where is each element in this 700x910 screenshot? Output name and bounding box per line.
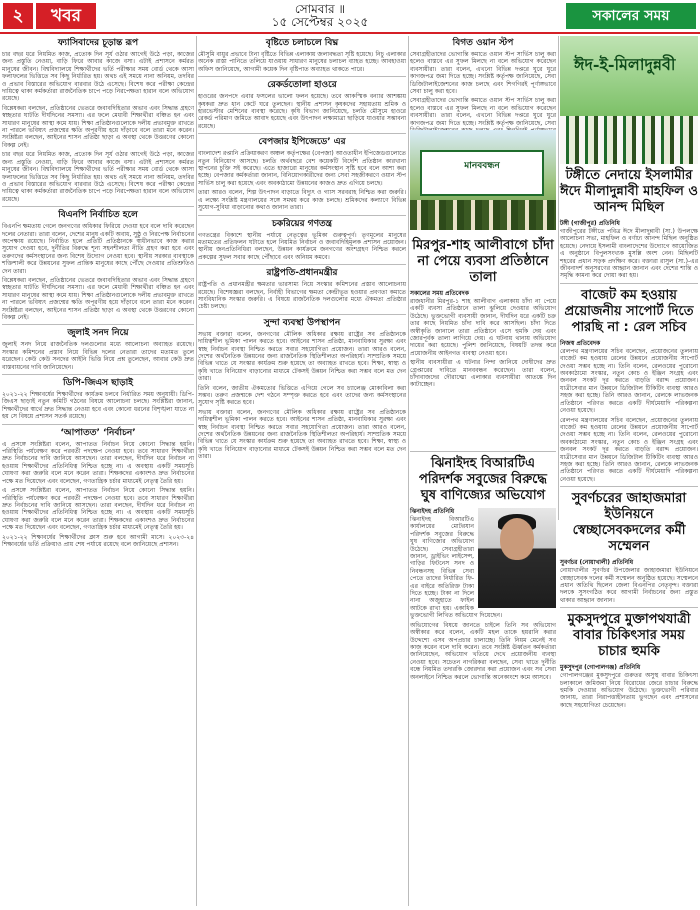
- article-text: এ প্রসঙ্গে সংশ্লিষ্টরা বলেন, আপাতত নির্বাচন নিয়ে কোনো সিদ্ধান্ত হয়নি। পরিস্থিতি পর্যবেক্ষণ করে পরবর্তী পদক্ষেপ নেওয়া হবে। তবে সাধারণ শিক্ষার্থীরা দ্রুত নির্বাচনের দাবি জানিয়ে আসছেন। তারা বলছেন, দীর্ঘদিন ধরে নির্বাচন না হওয়ায় শিক্ষার্থীদের প্রতিনিধিত্ব নিশ্চিত হচ্ছে না। এ অবস্থায় একটি সময়সূচি ঘোষণা করা জরুরি বলে মনে করেন তারা। শিক্ষকদের একাংশও দ্রুত নির্বাচনের পক্ষে মত দিয়েছেন এবং বলেছেন, গণতান্ত্রিক চর্চার মাধ্যমেই নেতৃত্ব তৈরি হয়।: [2, 440, 194, 485]
- portrait-face: [500, 518, 534, 560]
- article-heading: বৃষ্টিতে চলাচলে বিঘ্ন: [265, 38, 339, 48]
- article-text: চার বছর ধরে নিয়মিত কাজ, প্রত্যেক দিন সূর্য ওঠার আগেই উঠে পড়া, কাজের জন্য প্রস্তুতি নেওয়া, বাড়ি ফিরে আবার কাজে বসা। এটাই প্রশাসনে কর্মরত মানুষের জীবন। বিশ্ববিদ্যালয়ে শিক্ষার্থীদের ভর্তি পরীক্ষার সময় বোর্ড থেকে আসা ফলাফলের ভিত্তিতে সব কিছু নির্ধারিত হয়। অথচ এই সময়ে নানা অনিয়ম, তদবির ও প্রভাব বিস্তারের অভিযোগ বারবার উঠে এসেছে। বিশেষ করে পরীক্ষা কেন্দ্রের দায়িত্বে থাকা কর্মকর্তারা রাজনৈতিক চাপে পড়ে নিরপেক্ষতা হারান বলে অভিযোগ রয়েছে।: [2, 151, 194, 203]
- article-text: ঝিনাইদহ বিআরটিএ কার্যালয়ের মোটরযান পরিদর্শক সবুজের বিরুদ্ধে ঘুষ বাণিজ্যের অভিযোগ উঠেছে। সেবাগ্রহীতারা জানান, ড্রাইভিং লাইসেন্স, গাড়ির ফিটনেস সনদ ও নিবন্ধনসহ বিভিন্ন সেবা পেতে তাদের নির্ধারিত ফি-এর বাইরে অতিরিক্ত টাকা দিতে হচ্ছে। টাকা না দিলে নানা অজুহাতে ফাইল আটকে রাখা হয়। একাধিক ভুক্তভোগী লিখিত অভিযোগ দিয়েছেন।: [410, 516, 503, 620]
- article-text: গণতন্ত্রের বিকাশে স্থানীয় পর্যায়ে নেতৃত্বের ভূমিকা গুরুত্বপূর্ণ। তৃণমূলের মানুষের মতামতের প্রতিফলন ঘটাতে হলে নিয়মিত নির্বাচন ও জবাবদিহিমূলক প্রশাসন প্রয়োজন। স্থানীয় জনপ্রতিনিধিরা বলছেন, উন্নয়ন কার্যক্রমে জনগণের অংশগ্রহণ নিশ্চিত করলে প্রকল্পের সুফল সবার কাছে পৌঁছাবে এবং অনিয়ম কমবে।: [198, 231, 406, 261]
- divider: [410, 451, 556, 452]
- article-text: সেবাগ্রহীতাদের ভোগান্তি কমাতে ওয়ান স্টপ সার্ভিস চালু করা হলেও বাস্তবে এর সুফল মিলছে না বলে অভিযোগ করেছেন ব্যবসায়ীরা। তারা বলেন, এখনো বিভিন্ন দপ্তরে ঘুরে ঘুরে কাগজপত্র জমা দিতে হচ্ছে। সংশ্লিষ্ট কর্তৃপক্ষ জানিয়েছে, সেবা: [410, 97, 556, 127]
- crowd: [560, 116, 698, 164]
- divider: [560, 607, 698, 608]
- section-name: খবর: [36, 3, 96, 29]
- article-heading: ফ্যাসিবাদের চূড়ান্ত রূপ: [57, 38, 139, 48]
- article-heading: বেপজার ইপিজেডে’ এর: [258, 137, 346, 148]
- date: ১৫ সেপ্টেম্বর ২০২৫: [271, 15, 369, 29]
- divider: [560, 283, 698, 284]
- article-text: বিশ্লেষকরা বলছেন, প্রতিষ্ঠানের ভেতরে জবাবদিহিতার অভাব এবং সিদ্ধান্ত গ্রহণে স্বচ্ছতার ঘাটতি দীর্ঘদিনের সমস্যা। এর ফলে মেধাবী শিক্ষার্থীরা বঞ্চিত হন এবং সাধারণ মানুষের আস্থা কমে যায়। শিক্ষা প্রতিষ্ঠানগুলোকে দলীয় প্রভাবমুক্ত রাখতে না পারলে ভবিষ্যৎ প্রজন্মের ক্ষতি অপূরণীয় হয়ে দাঁড়াবে বলে তারা মনে করেন। সংশ্লিষ্টরা বলছেন, আইনের শাসন প্রতিষ্ঠা ছাড়া এ অবস্থা থেকে উত্তরণের কোনো বিকল্প নেই।: [2, 104, 194, 149]
- article-text: বাংলাদেশ রপ্তানি প্রক্রিয়াকরণ অঞ্চল কর্তৃপক্ষের (বেপজা) আওতাধীন ইপিজেডগুলোতে নতুন বিনিয়োগ আসছে। চলতি অর্থবছরে বেশ কয়েকটি বিদেশি প্রতিষ্ঠান কারখানা স্থাপনের চুক্তি সই করেছে। এতে হাজারো মানুষের কর্মসংস্থান সৃষ্টি হবে বলে আশা করা হচ্ছে। বেপজার কর্মকর্তারা জানান, বিনিয়োগকারীদের জন্য সেবা সহজীকরণে ওয়ান স্টপ সার্ভিস চালু করা হয়েছে এবং অবকাঠামো উন্নয়নের কাজও দ্রুত এগিয়ে চলছে।: [198, 150, 406, 187]
- article-text: স্থানীয় ব্যবসায়ীরা এ ঘটনার নিন্দা জানিয়ে দোষীদের দ্রুত গ্রেপ্তারের দাবিতে মানববন্ধন করেছেন। তারা বলেন, চাঁদাবাজদের দৌরাত্ম্যে এলাকার ব্যবসায়ীরা আতঙ্কে দিন কাটাচ্ছেন।: [410, 359, 556, 389]
- divider: [560, 486, 698, 487]
- masthead-rule: [0, 32, 700, 34]
- divider: [2, 374, 194, 375]
- jhenaidah-article: [410, 448, 556, 906]
- byline: টঙ্গী (গাজীপুর) প্রতিনিধি: [560, 220, 620, 227]
- article-heading: ডিপি-জিএস ছাড়াই: [63, 378, 133, 389]
- divider: [2, 324, 194, 325]
- article-heading: মুকসুদপুরে মুক্তাপথযাত্রী বাবার চিকিৎসার সময় চাচার হুমকি: [567, 612, 691, 660]
- divider: [198, 264, 406, 265]
- article-text: নোয়াখালীর সুবর্ণচর উপজেলার জাহাজমারা ইউনিয়নে স্বেচ্ছাসেবক দলের কর্মী সম্মেলন অনুষ্ঠিত হয়েছে। সম্মেলনে প্রধান অতিথি ছিলেন জেলা বিএনপির নেতৃবৃন্দ। বক্তারা দলকে সুসংগঠিত করে আগামী নির্বাচনের জন্য প্রস্তুত থাকার আহ্বান জানান।: [560, 567, 698, 604]
- column-2: [198, 36, 406, 906]
- protest-banner: মানববন্ধন: [420, 150, 544, 196]
- column-3-top: [410, 36, 556, 128]
- article-text: গোপালগঞ্জের মুকসুদপুরে গুরুতর অসুস্থ বাবার চিকিৎসা চলাকালে জমিজমা নিয়ে বিরোধের জেরে চাচার বিরুদ্ধে হুমকি দেওয়ার অভিযোগ উঠেছে। ভুক্তভোগী পরিবার জানায়, তারা নিরাপত্তাহীনতায় ভুগছেন এবং প্রশাসনের কাছে সহযোগিতা চেয়েছেন।: [560, 672, 698, 709]
- article-text: তিনি বলেন, জাতীয় ঐকমত্যের ভিত্তিতে এগিয়ে গেলে সব চ্যালেঞ্জ মোকাবিলা করা সম্ভব। তরুণ প্রজন্মকে দেশ গঠনে সম্পৃক্ত করতে হবে এবং তাদের জন্য কর্মসংস্থানের সুযোগ সৃষ্টি করতে হবে।: [198, 384, 406, 407]
- byline: সুবর্ণচর (নোয়াখালী) প্রতিনিধি: [560, 559, 634, 567]
- divider: [198, 314, 406, 315]
- masthead: [0, 0, 700, 32]
- mirpur-article: [410, 234, 556, 444]
- article-text: বিএনপি ক্ষমতায় গেলে জনগণের অধিকার ফিরিয়ে দেওয়া হবে বলে দাবি করেছেন দলের নেতারা। তারা বলেন, দেশের মানুষ একটি অবাধ, সুষ্ঠু ও নিরপেক্ষ নির্বাচনের অপেক্ষায় রয়েছে। নির্বাচিত হলে প্রতিটি প্রতিষ্ঠানকে স্বাধীনভাবে কাজ করার সুযোগ দেওয়া হবে, দুর্নীতির বিরুদ্ধে শূন্য সহনশীলতা নীতি গ্রহণ করা হবে এবং তরুণদের কর্মসংস্থানের জন্য বিশেষ উদ্যোগ নেওয়া হবে। স্থানীয় সরকার ব্যবস্থাকে শক্তিশালী করে উন্নয়নের সুফল প্রান্তিক মানুষের কাছে পৌঁছে দেওয়ার প্রতিশ্রুতিও দেন তারা।: [2, 223, 194, 275]
- page-number: ২: [3, 3, 33, 29]
- article-heading: ঝিনাইদহ বিআরটিএ পরিদর্শক সবুজের বিরুদ্ধে ঘুষ বাণিজ্যের অভিযোগ: [419, 456, 547, 503]
- article-heading: রাষ্ট্রপতি-প্রধানমন্ত্রীর: [266, 268, 338, 279]
- byline: সকালের সময় প্রতিবেদক: [410, 290, 469, 297]
- crowd: [410, 200, 556, 230]
- article-heading: মিরপুর-শাহ আলীবাগে চাঁদা না পেয়ে ব্যবসা প্রতিষ্ঠানে তালা: [412, 238, 554, 285]
- article-text: রেলপথ মন্ত্রণালয়ের সচিব বলেছেন, প্রয়োজনের তুলনায় বাজেট কম হওয়ায় রেলের উন্নয়নে প্রয়োজনীয় সাপোর্ট দেওয়া সম্ভব হচ্ছে না। তিনি বলেন, রেলওয়ের পুরোনো অবকাঠামো সংস্কার, নতুন কোচ ও ইঞ্জিন সংগ্রহ এবং জনবল সংকট দূর করতে বাড়তি বরাদ্দ প্রয়োজন। যাত্রীসেবার মান উন্নয়নে ডিজিটাল টিকিটিং ব্যবস্থা আরও সহজ করা হচ্ছে। তিনি আরও জানান, রেলকে লাভজনক প্রতিষ্ঠানে পরিণত করতে একটি দীর্ঘমেয়াদি পরিকল্পনা নেওয়া হয়েছে।: [560, 416, 698, 483]
- article-heading: চকরিয়ের গণতন্ত্র: [271, 218, 333, 229]
- article-text: সেবাগ্রহীতাদের ভোগান্তি কমাতে ওয়ান স্টপ সার্ভিস চালু করা হলেও বাস্তবে এর সুফল মিলছে না বলে অভিযোগ করেছেন ব্যবসায়ীরা। তারা বলেন, এখনো বিভিন্ন দপ্তরে ঘুরে ঘুরে কাগজপত্র জমা দিতে হচ্ছে। সংশ্লিষ্ট কর্তৃপক্ষ জানিয়েছে, সেবা ডিজিটালাইজেশনের কাজ চলছে এবং শিগগিরই পূর্ণাঙ্গভাবে সেবা চালু করা হবে।: [410, 51, 556, 96]
- article-heading: ‘আপাতত’ ‘নির্বাচন’: [60, 427, 136, 438]
- article-heading: জুলাই সনদ নিয়ে: [67, 328, 129, 339]
- article-text: রেলপথ মন্ত্রণালয়ের সচিব বলেছেন, প্রয়োজনের তুলনায় বাজেট কম হওয়ায় রেলের উন্নয়নে প্রয়োজনীয় সাপোর্ট দেওয়া সম্ভব হচ্ছে না। তিনি বলেন, রেলওয়ের পুরোনো অবকাঠামো সংস্কার, নতুন কোচ ও ইঞ্জিন সংগ্রহ এবং জনবল সংকট দূর করতে বাড়তি বরাদ্দ প্রয়োজন। যাত্রীসেবার মান উন্নয়নে ডিজিটাল টিকিটিং ব্যবস্থা আরও সহজ করা হচ্ছে। তিনি আরও জানান, রেলকে লাভজনক প্রতিষ্ঠানে পরিণত করতে একটি দীর্ঘমেয়াদি পরিকল্পনা নেওয়া হয়েছে।: [560, 347, 698, 415]
- article-text: মৌসুমি বায়ুর প্রভাবে টানা বৃষ্টিতে বিভিন্ন এলাকায় জলাবদ্ধতা সৃষ্টি হয়েছে। নিচু এলাকার অনেক রাস্তা পানিতে তলিয়ে যাওয়ায় সাধারণ মানুষের চলাচল ব্যাহত হচ্ছে। আবহাওয়া অফিস জানিয়েছে, আগামী কয়েক দিন বৃষ্টিপাত অব্যাহত থাকতে পারে।: [198, 51, 406, 73]
- article-text: গাজীপুরের টঙ্গীতে পবিত্র ঈদে মীলাদুন্নাবী (সা.) উপলক্ষে আলোচনা সভা, মাহফিল ও বর্ণাঢ্য আনন্দ মিছিল অনুষ্ঠিত হয়েছে। নেদায়ে ইসলামী বাংলাদেশের উদ্যোগে আয়োজিত এ অনুষ্ঠানে বিপুলসংখ্যক মুসল্লি অংশ নেন। মিছিলটি শহরের প্রধান সড়ক প্রদক্ষিণ করে। বক্তারা রাসুল (সা.)-এর জীবনাদর্শ অনুসরণের আহ্বান জানান এবং দেশের শান্তি ও সমৃদ্ধি কামনা করে দোয়া করা হয়।: [560, 228, 698, 280]
- article-text: অভিযোগের বিষয়ে জানতে চাইলে তিনি সব অভিযোগ অস্বীকার করে বলেন, একটি মহল তাকে হয়রানি করার উদ্দেশ্যে এসব অপপ্রচার চালাচ্ছে। তিনি নিয়ম মেনেই সব কাজ করেন বলে দাবি করেন। তবে সংশ্লিষ্ট ঊর্ধ্বতন কর্মকর্তারা জানিয়েছেন, অভিযোগ খতিয়ে দেখে প্রয়োজনীয় ব্যবস্থা নেওয়া হবে। সচেতন নাগরিকরা বলছেন, সেবা খাতে দুর্নীতি বন্ধে নিয়মিত তদারকি জোরদার করা প্রয়োজন এবং সব সেবা অনলাইনে নিশ্চিত করলে ভোগান্তি অনেকাংশে কমে আসবে।: [410, 621, 556, 681]
- issue-date: [220, 3, 420, 29]
- article-text: ২০২১-২২ শিক্ষাবর্ষের শিক্ষার্থীদের ক্লাস শুরু হবে আগামী মাসে। ২০২৩-২৪ শিক্ষাবর্ষের ভর্তি প্রক্রিয়াও প্রায় শেষ পর্যায়ে রয়েছে বলে জানিয়েছে প্রশাসন।: [2, 533, 194, 548]
- brand-logo: সকালের সময়: [566, 3, 696, 29]
- eid-rally-photo: [560, 36, 698, 164]
- divider: [2, 424, 194, 425]
- article-heading: রেকর্ডতোলা হাওরে: [267, 80, 337, 91]
- divider: [198, 76, 406, 77]
- column-divider: [196, 36, 197, 906]
- article-text: রাজধানীর মিরপুর-১ শাহ আলীবাগ এলাকায় চাঁদা না পেয়ে একটি ব্যবসা প্রতিষ্ঠানে তালা ঝুলিয়ে দেওয়ার অভিযোগ উঠেছে। ভুক্তভোগী ব্যবসায়ী জানান, দীর্ঘদিন ধরে একটি চক্র তার কাছে নিয়মিত চাঁদা দাবি করে আসছিল। চাঁদা দিতে অস্বীকৃতি জানালে তারা প্রতিষ্ঠানে এসে হুমকি দেয় এবং জোরপূর্বক তালা লাগিয়ে দেয়। এ ঘটনায় থানায় অভিযোগ দায়ের করা হয়েছে। পুলিশ জানিয়েছে, বিষয়টি তদন্ত করে প্রয়োজনীয় আইনগত ব্যবস্থা নেওয়া হবে।: [410, 298, 556, 357]
- portrait-photo: [478, 508, 556, 608]
- weekday: সোমবার ॥: [294, 2, 346, 16]
- article-text: জুলাই সনদ নিয়ে রাজনৈতিক দলগুলোর মধ্যে আলোচনা অব্যাহত রয়েছে। সংস্কার কমিশনের প্রস্তাব নিয়ে বিভিন্ন দলের নেতারা তাদের মতামত তুলে ধরেছেন। কেউ কেউ সনদের আইনি ভিত্তি নিয়ে প্রশ্ন তুলেছেন, আবার কেউ দ্রুত বাস্তবায়নের দাবি জানিয়েছেন।: [2, 341, 194, 371]
- column-divider: [408, 36, 409, 906]
- article-heading: টঙ্গীতে নেদায়ে ইসলামীর ঈদে মীলাদুন্নাবী মাহফিল ও আনন্দ মিছিল: [560, 168, 698, 215]
- article-text: চার বছর ধরে নিয়মিত কাজ, প্রত্যেক দিন সূর্য ওঠার আগেই উঠে পড়া, কাজের জন্য প্রস্তুতি নেওয়া, বাড়ি ফিরে আবার কাজে বসা। এটাই প্রশাসনে কর্মরত মানুষের জীবন। বিশ্ববিদ্যালয়ে শিক্ষার্থীদের ভর্তি পরীক্ষার সময় বোর্ড থেকে আসা ফলাফলের ভিত্তিতে সব কিছু নির্ধারিত হয়। অথচ এই সময়ে নানা অনিয়ম, তদবির ও প্রভাব বিস্তারের অভিযোগ বারবার উঠে এসেছে। বিশেষ করে পরীক্ষা কেন্দ্রের দায়িত্বে থাকা কর্মকর্তারা রাজনৈতিক চাপে পড়ে নিরপেক্ষতা হারান বলে অভিযোগ রয়েছে।: [2, 51, 194, 103]
- divider: [198, 215, 406, 216]
- article-text: হাওরের জনপদে এবার ফসলের ভালো ফলন হয়েছে। তবে আকস্মিক বন্যার আশঙ্কায় কৃষকরা দ্রুত ধান কেটে ঘরে তুলছেন। স্থানীয় প্রশাসন কৃষকদের সহায়তায় শ্রমিক ও হারভেস্টার মেশিনের ব্যবস্থা করেছে। কৃষি বিভাগ জানিয়েছে, চলতি মৌসুমে হাওরে রেকর্ড পরিমাণ জমিতে আবাদ হয়েছে এবং উৎপাদন লক্ষ্যমাত্রা ছাড়িয়ে যাওয়ার সম্ভাবনা রয়েছে।: [198, 93, 406, 130]
- article-text: এ প্রসঙ্গে সংশ্লিষ্টরা বলেন, আপাতত নির্বাচন নিয়ে কোনো সিদ্ধান্ত হয়নি। পরিস্থিতি পর্যবেক্ষণ করে পরবর্তী পদক্ষেপ নেওয়া হবে। তবে সাধারণ শিক্ষার্থীরা দ্রুত নির্বাচনের দাবি জানিয়ে আসছেন। তারা বলছেন, দীর্ঘদিন ধরে নির্বাচন না হওয়ায় শিক্ষার্থীদের প্রতিনিধিত্ব নিশ্চিত হচ্ছে না। এ অবস্থায় একটি সময়সূচি ঘোষণা করা জরুরি বলে মনে করেন তারা। শিক্ষকদের একাংশও দ্রুত নির্বাচনের পক্ষে মত দিয়েছেন এবং বলেছেন, গণতান্ত্রিক চর্চার মাধ্যমেই নেতৃত্ব তৈরি হয়।: [2, 487, 194, 532]
- divider: [198, 133, 406, 134]
- divider: [2, 206, 194, 207]
- article-text: ২০২১-২২ শিক্ষাবর্ষের শিক্ষার্থীদের কার্যক্রম চলবে নির্ধারিত সময় অনুযায়ী। ডিপি-জিএস ছাড়াই নতুন কমিটি গঠনের বিষয়ে আলোচনা চলছে। সংশ্লিষ্টরা জানান, শিক্ষার্থীদের স্বার্থে দ্রুত সিদ্ধান্ত নেওয়া হবে এবং কোনো ধরনের বিশৃঙ্খলা যাতে না হয় সে বিষয়ে প্রশাসন সতর্ক রয়েছে।: [2, 391, 194, 421]
- article-heading: বিগত ওয়ান স্টপ: [452, 38, 514, 48]
- article-heading: সুন্দা ব্যবস্থা উপস্থাপন: [263, 317, 341, 328]
- protest-photo-image: [410, 130, 556, 230]
- article-heading: বিএনপি নির্বাচিত হলে: [58, 210, 138, 221]
- column-1: [2, 36, 194, 906]
- byline: ঝিনাইদহ প্রতিনিধি: [410, 508, 455, 515]
- article-heading: বাজেট কম হওয়ায় প্রয়োজনীয় সাপোর্ট দিতে পারছি না : রেল সচিব: [564, 287, 694, 335]
- column-divider: [558, 36, 559, 520]
- eid-banner-text: ঈদ-ই-মিলাদুন্নবী: [574, 55, 676, 74]
- column-4: [560, 36, 698, 906]
- article-text: বিশ্লেষকরা বলছেন, প্রতিষ্ঠানের ভেতরে জবাবদিহিতার অভাব এবং সিদ্ধান্ত গ্রহণে স্বচ্ছতার ঘাটতি দীর্ঘদিনের সমস্যা। এর ফলে মেধাবী শিক্ষার্থীরা বঞ্চিত হন এবং সাধারণ মানুষের আস্থা কমে যায়। শিক্ষা প্রতিষ্ঠানগুলোকে দলীয় প্রভাবমুক্ত রাখতে না পারলে ভবিষ্যৎ প্রজন্মের ক্ষতি অপূরণীয় হয়ে দাঁড়াবে বলে তারা মনে করেন। সংশ্লিষ্টরা বলছেন, আইনের শাসন প্রতিষ্ঠা ছাড়া এ অবস্থা থেকে উত্তরণের কোনো বিকল্প নেই।: [2, 276, 194, 321]
- article-text: সভায় বক্তারা বলেন, জনগণের মৌলিক অধিকার রক্ষায় রাষ্ট্রের সব প্রতিষ্ঠানকে দায়িত্বশীল ভূমিকা পালন করতে হবে। আইনের শাসন প্রতিষ্ঠা, মানবাধিকার সুরক্ষা এবং স্বচ্ছ নির্বাচন ব্যবস্থা নিশ্চিত করতে সবার সহযোগিতা প্রয়োজন। তারা আরও বলেন, দেশের অর্থনৈতিক উন্নয়নের জন্য রাজনৈতিক স্থিতিশীলতা অপরিহার্য। সাম্প্রতিক সময়ে বিভিন্ন খাতে যে সংস্কার কার্যক্রম শুরু হয়েছে তা অব্যাহত রাখতে হবে। শিক্ষা, স্বাস্থ্য ও কৃষি খাতে বিনিয়োগ বাড়ানোর মাধ্যমে টেকসই উন্নয়ন নিশ্চিত করা সম্ভব বলে মত দেন তারা।: [198, 408, 406, 461]
- article-text: তারা আরও বলেন, শিল্প উৎপাদন বাড়াতে বিদ্যুৎ ও গ্যাস সরবরাহ নিশ্চিত করা জরুরি। এ লক্ষ্যে সংশ্লিষ্ট মন্ত্রণালয়ের সঙ্গে সমন্বয় করে কাজ চলছে। শ্রমিকদের কল্যাণে বিভিন্ন সুযোগ-সুবিধা বাড়ানোর কথাও জানান তারা।: [198, 189, 406, 212]
- byline: মুকসুদপুর (গোপালগঞ্জ) প্রতিনিধি: [560, 664, 641, 672]
- article-text: রাষ্ট্রপতি ও প্রধানমন্ত্রীর ক্ষমতার ভারসাম্য নিয়ে সংস্কার কমিশনের প্রস্তাব আলোচনায় রয়েছে। বিশেষজ্ঞরা বলছেন, নির্বাহী বিভাগের ক্ষমতা কেন্দ্রীভূত হওয়ার প্রবণতা কমাতে সাংবিধানিক সংস্কার জরুরি। এ বিষয়ে রাজনৈতিক দলগুলোর মধ্যে ঐকমত্য প্রতিষ্ঠার চেষ্টা চলছে।: [198, 281, 406, 311]
- article-text: সভায় বক্তারা বলেন, জনগণের মৌলিক অধিকার রক্ষায় রাষ্ট্রের সব প্রতিষ্ঠানকে দায়িত্বশীল ভূমিকা পালন করতে হবে। আইনের শাসন প্রতিষ্ঠা, মানবাধিকার সুরক্ষা এবং স্বচ্ছ নির্বাচন ব্যবস্থা নিশ্চিত করতে সবার সহযোগিতা প্রয়োজন। তারা আরও বলেন, দেশের অর্থনৈতিক উন্নয়নের জন্য রাজনৈতিক স্থিতিশীলতা অপরিহার্য। সাম্প্রতিক সময়ে বিভিন্ন খাতে যে সংস্কার কার্যক্রম শুরু হয়েছে তা অব্যাহত রাখতে হবে। শিক্ষা, স্বাস্থ্য ও কৃষি খাতে বিনিয়োগ বাড়ানোর মাধ্যমে টেকসই উন্নয়ন নিশ্চিত করা সম্ভব বলে মত দেন তারা।: [198, 330, 406, 383]
- article-heading: সুবর্ণচরের জাহাজমারা ইউনিয়নে স্বেচ্ছাসেবকদলের কর্মী সম্মেলন: [571, 491, 687, 555]
- byline: নিজস্ব প্রতিবেদক: [560, 339, 601, 347]
- protest-photo: [410, 130, 556, 232]
